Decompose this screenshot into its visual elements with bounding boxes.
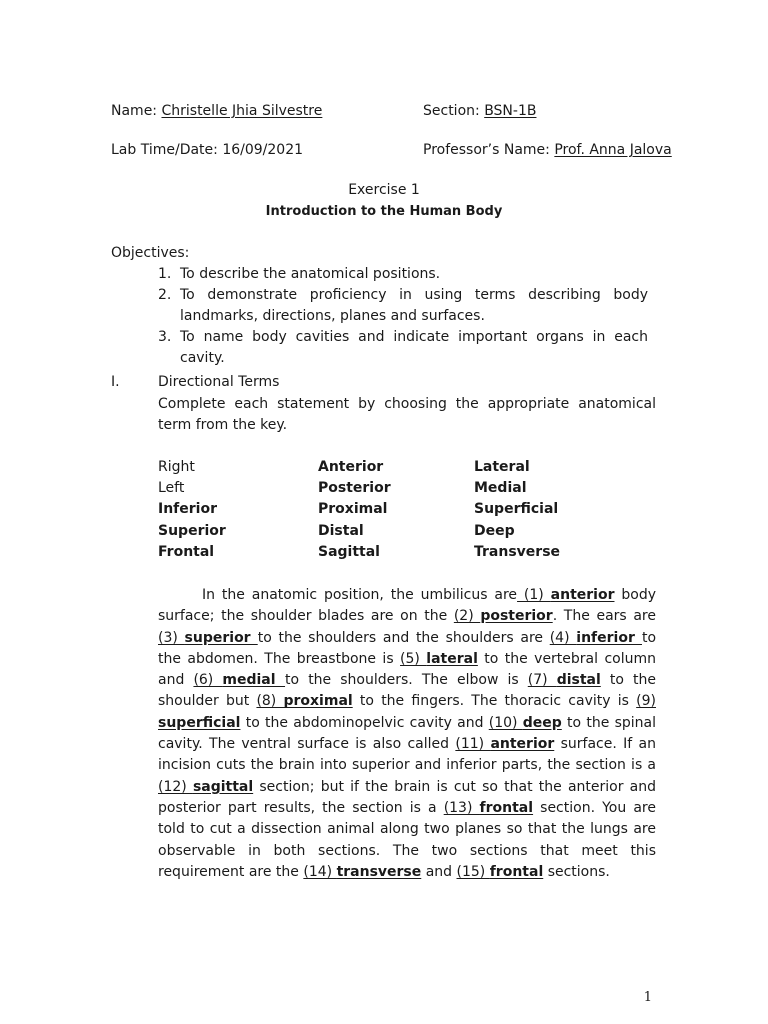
page-number: 1 xyxy=(643,990,652,1005)
key-row xyxy=(158,499,654,520)
key-row xyxy=(158,477,654,498)
blank-number: (11) xyxy=(455,736,491,753)
key-term: Anterior xyxy=(318,458,384,475)
objective-text: To demonstrate proficiency in using terms describing body landmarks, directions, planes and surfaces. xyxy=(180,287,648,324)
answer-4: inferior xyxy=(576,629,642,646)
student-name: Christelle Jhia Silvestre xyxy=(161,103,323,119)
instructions: Complete each statement by choosing the appropriate anatomical term from the key. xyxy=(158,396,656,433)
blank-number: (15) xyxy=(456,863,490,880)
key-term: Lateral xyxy=(474,458,530,475)
answer-15: frontal xyxy=(489,863,544,880)
key-term: Transverse xyxy=(474,544,561,561)
term-key-table xyxy=(158,456,654,563)
blank-number: (8) xyxy=(256,693,284,710)
key-row xyxy=(158,542,654,563)
objective-text: To describe the anatomical positions. xyxy=(180,266,441,282)
key-term: Distal xyxy=(318,522,364,539)
blank-number: (6) xyxy=(193,672,223,689)
blank-number: (7) xyxy=(527,672,557,689)
blank-number: (2) xyxy=(453,608,481,625)
exercise-title: Introduction to the Human Body xyxy=(265,204,503,219)
key-row xyxy=(158,456,654,477)
key-term: Right xyxy=(158,458,195,475)
blank-number: (9) xyxy=(636,693,656,710)
section-value: BSN-1B xyxy=(484,103,537,119)
section-numeral: I. xyxy=(111,374,120,390)
objective-number: 2. xyxy=(158,287,172,303)
blank-number: (4) xyxy=(549,629,577,646)
answer-8: proximal xyxy=(283,693,353,710)
blank-number: (14) xyxy=(303,863,337,880)
key-term: Superficial xyxy=(474,501,559,518)
section-row xyxy=(423,103,536,119)
answer-9: superficial xyxy=(158,714,241,731)
fill-in-paragraph: In the anatomic position, the umbilicus are (1) anterior body surface; the shoulder blades are on the (2) posterior. The ears are (3) superior to the shoulders and the shoulders are (4) inferior to the abdomen. The breastbone is (5) lateral to the vertebral column and (6) medial to the shoulders. The elbow is (7) distal to the shoulder but (8) proximal to the fingers. The thoracic cavity is (9) superficial to the abdominopelvic cavity and (10) deep to the spinal cavity. The ventral surface is also called (11) anterior surface. If an incision cuts the brain into superior and inferior parts, the section is a (12) sagittal section; but if the brain is cut so that the anterior and posterior part results, the section is a (13) frontal section. You are told to cut a dissection animal along two planes so that the lungs are observable in both sections. The two sections that meet this requirement are the (14) transverse and (15) frontal sections. xyxy=(158,587,657,880)
student-name-row xyxy=(111,103,322,119)
answer-12: sagittal xyxy=(192,778,254,795)
lab-time-value: 16/09/2021 xyxy=(222,142,304,158)
lab-time-row xyxy=(111,142,303,158)
blank-number: (10) xyxy=(488,714,523,731)
objective-item xyxy=(158,264,648,285)
answer-3: superior xyxy=(184,629,258,646)
objectives-heading: Objectives: xyxy=(111,245,190,261)
blank-number: (5) xyxy=(400,650,427,667)
key-term: Left xyxy=(158,480,185,497)
key-term: Inferior xyxy=(158,501,217,518)
objective-number: 1. xyxy=(158,266,172,282)
exercise-number: Exercise 1 xyxy=(348,182,420,198)
key-term: Sagittal xyxy=(318,544,380,561)
name-label: Name: xyxy=(111,103,158,119)
answer-14: transverse xyxy=(336,863,422,880)
objective-item xyxy=(158,285,648,327)
objective-text: To name body cavities and indicate important organs in each cavity. xyxy=(180,329,648,366)
key-term: Medial xyxy=(474,480,527,497)
professor-row xyxy=(423,142,672,158)
professor-name: Prof. Anna Jalova xyxy=(554,142,672,158)
objective-number: 3. xyxy=(158,329,172,345)
blank-number: (1) xyxy=(517,587,551,603)
professor-label: Professor’s Name: xyxy=(423,142,550,158)
answer-11: anterior xyxy=(490,736,555,753)
answer-10: deep xyxy=(522,714,562,731)
key-row xyxy=(158,520,654,541)
section-label: Section: xyxy=(423,103,480,119)
answer-1: anterior xyxy=(550,587,615,603)
answer-13: frontal xyxy=(479,799,534,816)
blank-number: (3) xyxy=(158,629,185,646)
key-term: Superior xyxy=(158,522,226,539)
key-term: Proximal xyxy=(318,501,388,518)
blank-number: (12) xyxy=(158,778,193,795)
key-term: Posterior xyxy=(318,480,391,497)
answer-7: distal xyxy=(556,672,601,689)
objectives-list xyxy=(158,264,648,369)
key-term: Deep xyxy=(474,522,515,539)
section-heading: Directional Terms xyxy=(158,374,280,390)
answer-6: medial xyxy=(222,672,286,689)
lab-time-label: Lab Time/Date: xyxy=(111,142,218,158)
blank-number: (13) xyxy=(443,799,480,816)
objective-item xyxy=(158,327,648,369)
key-term: Frontal xyxy=(158,544,215,561)
answer-5: lateral xyxy=(426,650,478,667)
answer-2: posterior xyxy=(480,608,553,625)
